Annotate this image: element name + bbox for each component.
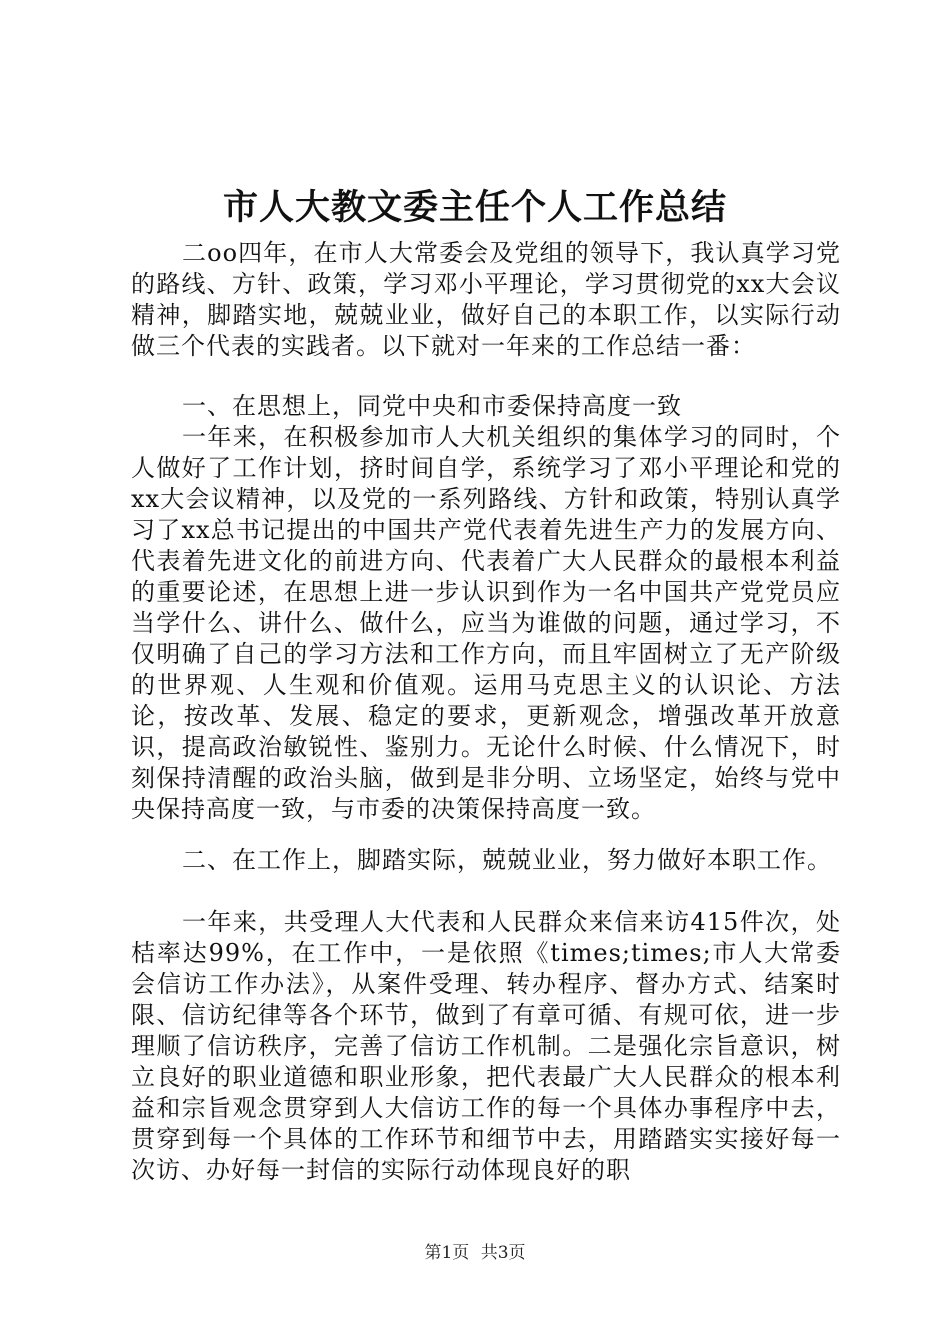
page-total: 共3页 — [480, 1243, 526, 1263]
paragraph-section-1: 一年来，在积极参加市人大机关组织的集体学习的同时，个人做好了工作计划，挤时间自学，系统学习了邓小平理论和党的xx大会议精神，以及党的一系列路线、方针和政策，特别认真学习了xx总书记提出的中国共产党代表着先进生产力的发展方向、代表着先进文化的前进方向、代表着广大人民群众的最根本利益的重要论述，在思想上进一步认识到作为一名中国共产党党员应当学什么、讲什么、做什么，应当为谁做的问题，通过学习，不仅明确了自己的学习方法和工作方向，而且牢固树立了无产阶级的世界观、人生观和价值观。运用马克思主义的认识论、方法论，按改革、发展、稳定的要求，更新观念，增强改革开放意识，提高政治敏锐性、鉴别力。无论什么时候、什么情况下，时刻保持清醒的政治头脑，做到是非分明、立场坚定，始终与党中央保持高度一致，与市委的决策保持高度一致。 — [131, 423, 841, 823]
page-number: 第1页 — [424, 1243, 470, 1263]
section-heading-1: 一、在思想上，同党中央和市委保持高度一致 — [182, 392, 682, 420]
section-heading-2: 二、在工作上，脚踏实际，兢兢业业，努力做好本职工作。 — [182, 846, 832, 874]
page-footer — [0, 1242, 950, 1264]
document-title: 市人大教文委主任个人工作总结 — [222, 187, 727, 228]
paragraph-intro: 二oo四年，在市人大常委会及党组的领导下，我认真学习党的路线、方针、政策，学习邓小平理论，学习贯彻党的xx大会议精神，脚踏实地，兢兢业业，做好自己的本职工作，以实际行动做三个代表的实践者。以下就对一年来的工作总结一番： — [131, 239, 841, 360]
paragraph-section-2: 一年来，共受理人大代表和人民群众来信来访415件次，处桔率达99%，在工作中，一是依照《times;times;市人大常委会信访工作办法》，从案件受理、转办程序、督办方式、结案时限、信访纪律等各个环节，做到了有章可循、有规可依，进一步理顺了信访秩序，完善了信访工作机制。二是强化宗旨意识，树立良好的职业道德和职业形象，把代表最广大人民群众的根本利益和宗旨观念贯穿到人大信访工作的每一个具体办事程序中去，贯穿到每一个具体的工作环节和细节中去，用踏踏实实接好每一次访、办好每一封信的实际行动体现良好的职 — [131, 908, 841, 1184]
